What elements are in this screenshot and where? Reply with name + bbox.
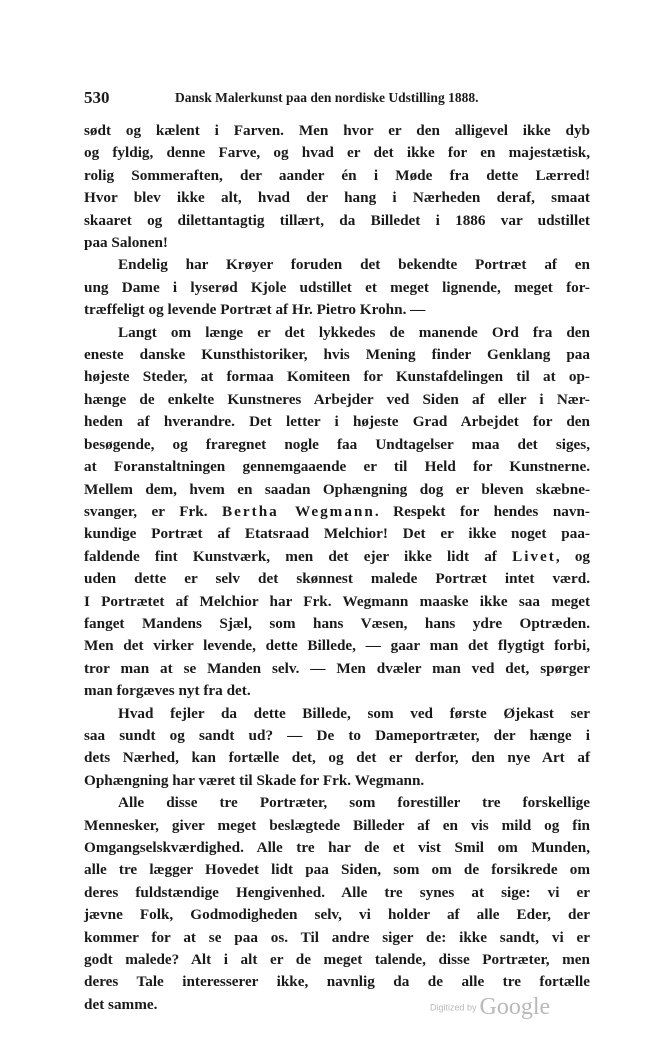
text-line: Hvor blev ikke alt, hvad der hang i Nærheden deraf, smaat: [84, 189, 590, 207]
text-line: dets Nærhed, kan fortælle det, og det er derfor, den nye Art af: [84, 749, 590, 767]
paragraph: [84, 703, 590, 770]
text-line: træffeligt og levende Portræt af Hr. Pietro Krohn. —: [84, 301, 426, 319]
text-line: tror man at se Manden selv. — Men dvæler man ved det, spørger: [84, 659, 590, 677]
text-line: Mellem dem, hvem en saadan Ophængning dog er bleven skæbne-: [84, 480, 590, 498]
paragraph-end: [84, 770, 590, 792]
paragraph-end: [84, 299, 590, 321]
text-line: svanger, er Frk. Bertha Wegmann. Respekt for hendes navn-: [84, 502, 590, 520]
text-line: og fyldig, denne Farve, og hvad er det ikke for en majestætisk,: [84, 144, 590, 162]
text-line: Hvad fejler da dette Billede, som ved første Øjekast ser: [118, 704, 590, 722]
text-line: I Portrætet af Melchior har Frk. Wegmann maaske ikke saa meget: [84, 592, 590, 610]
spaced-word: Livet: [512, 547, 556, 565]
text-line: sødt og kælent i Farven. Men hvor er den alligevel ikke dyb: [84, 122, 590, 139]
text-line: Ophængning har været til Skade for Frk. Wegmann.: [84, 771, 425, 789]
text-line: eneste danske Kunsthistoriker, hvis Mening finder Genklang paa: [84, 346, 590, 364]
text-line: Men det virker levende, dette Billede, — gaar man det flygtigt forbi,: [84, 637, 590, 655]
text-line: skaaret og dilettantagtig tillært, da Billedet i 1886 var udstillet: [84, 211, 590, 229]
digitized-by-label: Digitized by: [430, 1002, 477, 1013]
paragraph: [84, 792, 590, 994]
text-line: Langt om længe er det lykkedes de manende Ord fra den: [118, 323, 590, 341]
text-line: hænge de enkelte Kunstneres Arbejder ved Siden af eller i Nær-: [84, 390, 590, 408]
text-line: det samme.: [84, 995, 158, 1013]
paragraph: [84, 322, 590, 681]
text-line: alle tre lægger Hovedet lidt paa Siden, som om de forsikrede om: [84, 861, 590, 879]
text-line: kundige Portræt af Etatsraad Melchior! Det er ikke noget paa-: [84, 525, 590, 543]
google-watermark: [430, 994, 550, 1021]
text-line: man forgæves nyt fra det.: [84, 682, 251, 700]
text-line: besøgende, og fraregnet nogle faa Undtagelser maa det siges,: [84, 435, 590, 453]
text-line: jævne Folk, Godmodigheden selv, vi holder af alle Eder, der: [84, 906, 590, 924]
page-number: 530: [84, 88, 110, 107]
text-line: paa Salonen!: [84, 234, 168, 252]
text-line: deres Tale interesserer ikke, navnlig da de alle tre fortælle: [84, 973, 590, 991]
text-line: godt malede? Alt i alt er de meget talende, disse Portræter, men: [84, 951, 590, 969]
paragraph: [84, 254, 590, 299]
text-line: at Foranstaltningen gennemgaaende er til Held for Kunstnerne.: [84, 458, 590, 476]
body-text: [84, 120, 590, 1016]
text-line: uden dette er selv det skønnest malede Portræt intet værd.: [84, 570, 590, 588]
text-line: Alle disse tre Portræter, som forestiller tre forskellige: [118, 794, 590, 812]
text-line: Endelig har Krøyer foruden det bekendte Portræt af en: [118, 256, 590, 274]
text-line: højeste Steder, at formaa Komiteen for Kunstafdelingen til at op-: [84, 368, 590, 386]
text-line: deres fuldstændige Hengivenhed. Alle tre synes at sige: vi er: [84, 883, 590, 901]
text-line: heden af hverandre. Det letter i højeste Grad Arbejdet for den: [84, 413, 590, 431]
spaced-name: Bertha Wegmann: [222, 502, 375, 520]
text-line: kommer for at se paa os. Til andre siger de: ikke sandt, vi er: [84, 928, 590, 946]
text-line: rolig Sommeraften, der aander én i Møde fra dette Lærred!: [84, 166, 590, 184]
running-title: Dansk Malerkunst paa den nordiske Udstilling 1888.: [175, 90, 479, 105]
text-line: Omgangselskværdighed. Alle tre har de et vist Smil om Munden,: [84, 839, 590, 856]
text-line: Mennesker, giver meget beslægtede Billeder af en vis mild og fin: [84, 816, 590, 834]
text-line: faldende fint Kunstværk, men det ejer ikke lidt af Livet, og: [84, 547, 590, 565]
text-line: saa sundt og sandt ud? — De to Dameportræter, der hænge i: [84, 726, 590, 744]
paragraph-end: [84, 680, 590, 702]
google-logo-text: Google: [479, 994, 551, 1020]
text-line: fanget Mandens Sjæl, som hans Væsen, hans ydre Optræden.: [84, 614, 590, 632]
paragraph-end: [84, 232, 590, 254]
paragraph: [84, 120, 590, 232]
text-line: ung Dame i lyserød Kjole udstillet et meget lignende, meget for-: [84, 278, 590, 296]
